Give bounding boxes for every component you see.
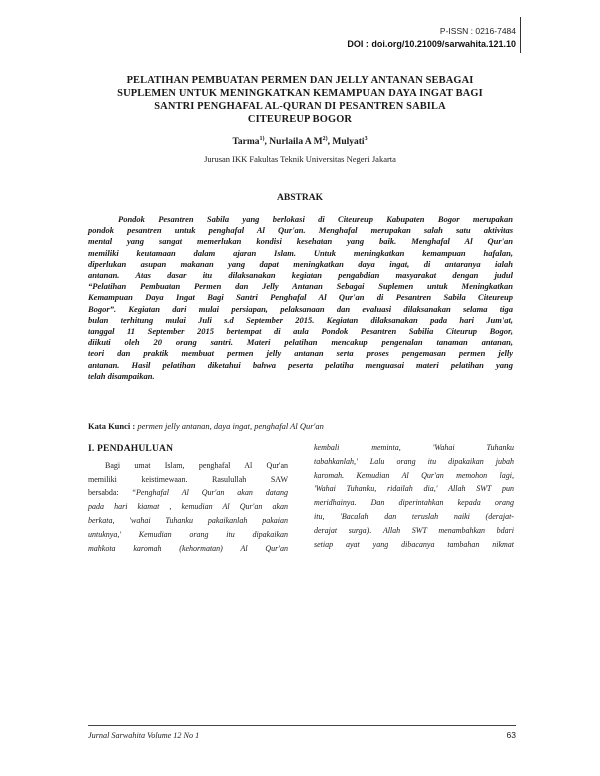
body-line: Bagi umat Islam, penghafal Al Qur'an	[105, 460, 288, 470]
body-text: bersabda:	[88, 488, 132, 498]
title-line: SUPLEMEN UNTUK MENINGKATKAN KEMAMPUAN DAYA INGAT BAGI	[117, 88, 483, 99]
abstract-line: antanan. Atas dasar itu dilaksanakan kegiatan pengabdian masyarakat dengan judul	[88, 270, 513, 281]
body-line: karomah. Kemudian Al Qur'an memohon lagi,	[314, 470, 514, 480]
author-name: , Nurlaila A M	[264, 137, 323, 148]
abstract-line: diikuti oleh 20 orang santri. Materi pelatihan mencakup pengenalan tanaman antanan,	[88, 337, 513, 348]
body-line: derajat surga). Allah SWT menambahkan bdari	[314, 525, 514, 535]
abstract-line: tanggal 11 September 2015 bertempat di aula Pondok Pesantren Sabilia Citeurup Bogor,	[88, 326, 513, 337]
header-divider	[520, 17, 521, 53]
keywords	[88, 421, 528, 431]
footer-journal-name: Jurnal Sarwahita Volume 12 No 1	[88, 731, 200, 740]
page-number: 63	[506, 730, 516, 740]
author-name: Tarma	[232, 137, 260, 148]
body-line: itu, 'Bacalah dan teruslah naiki (derajat-	[314, 511, 514, 521]
body-line: memiliki keistimewaan. Rasulullah SAW	[88, 474, 288, 484]
intro-right-column	[314, 441, 514, 551]
abstract-body	[88, 214, 513, 382]
body-line: berkata, 'wahai Tuhanku pakaikanlah pakaian	[88, 515, 288, 525]
title-line: PELATIHAN PEMBUATAN PERMEN DAN JELLY ANTANAN SEBAGAI	[126, 75, 474, 86]
abstract-line: Kemampuan Daya Ingat Bagi Santri Penghafal Al Qur'an di Pesantren Sabila Citeureup	[88, 292, 513, 303]
abstract-line: “Pelatihan Pembuatan Permen dan Jelly Antanan Sebagai Suplemen untuk Meningkatkan	[88, 281, 513, 292]
abstract-line: bulan terhitung mulai Juli s.d September 2015. Kegiatan dilaksanakan pada hari Jum'at,	[88, 314, 513, 325]
body-line: kembali meminta, 'Wahai Tuhanku	[314, 443, 514, 452]
abstract-line: diperlukan asupan makanan yang dapat meningkatkan daya ingat, di antaranya ialah	[88, 258, 513, 269]
keywords-text: permen jelly antanan, daya ingat, penghafal Al Qur'an	[135, 421, 324, 431]
abstract-line: Bogor”. Kegiatan dari mulai persiapan, pelaksanaan dan evaluasi dilaksanakan selama tiga	[88, 303, 513, 314]
quote-text: “Penghafal Al Qur'an akan datang	[131, 488, 289, 498]
title-line: SANTRI PENGHAFAL AL-QURAN DI PESANTREN SABILA	[154, 101, 446, 112]
abstract-line: teori dan praktik membuat permen jelly antanan serta proses pengemasan permen jelly	[88, 348, 513, 359]
section-heading: I. PENDAHULUAN	[88, 444, 174, 454]
body-line: tabahkanlah,' Lalu orang itu dipakaikan jubah	[314, 456, 514, 466]
abstract-line: Pondok Pesantren Sabila yang berlokasi di Citeureup Kabupaten Bogor merupakan	[118, 214, 513, 224]
doi-link[interactable]: DOI : doi.org/10.21009/sarwahita.121.10	[347, 39, 516, 49]
title-line: CITEUREUP BOGOR	[247, 114, 353, 125]
abstract-line: pondok pesantren untuk penghafal Al Qur'an. Menghafal merupakan salah satu aktivitas	[88, 225, 513, 236]
paper-title	[80, 74, 520, 126]
body-line: untuknya,' Kemudian orang itu dipakaikan	[88, 529, 288, 539]
body-line: 'Wahai Tuhanku, ridailah dia,' Allah SWT pun	[314, 484, 514, 494]
affiliation: Jurusan IKK Fakultas Teknik Universitas Negeri Jakarta	[204, 154, 396, 164]
abstract-line: telah disampaikan.	[88, 370, 155, 381]
keywords-label: Kata Kunci :	[88, 421, 136, 431]
body-line: setiap ayat yang dibacanya tambahan nikmat	[314, 539, 514, 549]
issn-number: P-ISSN : 0216-7484	[439, 26, 516, 36]
body-line: mahkota karomah (kehormatan) Al Qur'an	[88, 543, 288, 553]
abstract-line: memiliki keutamaan dalam ajaran Islam. Untuk meningkatkan kemampuan hafalan,	[88, 247, 513, 258]
author-name: , Mulyati	[327, 137, 365, 148]
body-line	[88, 486, 288, 500]
footer-divider	[88, 725, 516, 726]
intro-left-column	[88, 443, 288, 555]
body-line: pada hari kiamat , kemudian Al Qur'an akan	[88, 502, 288, 512]
abstract-heading: ABSTRAK	[277, 193, 323, 203]
author-affil-mark: 2)	[322, 136, 328, 142]
abstract-line: antanan. Hasil pelatihan diketahui bahwa peserta pelatiha menguasai materi pelatihan yang	[88, 359, 513, 370]
abstract-line: mental yang sangat memerlukan kondisi kesehatan yang baik. Menghafal Al Qur'an	[88, 236, 513, 247]
author-affil-mark: 3	[364, 136, 368, 142]
body-line: meridhainya. Dan diperintahkan kepada orang	[314, 498, 514, 508]
author-list	[80, 136, 520, 147]
author-affil-mark: 1)	[259, 136, 265, 142]
